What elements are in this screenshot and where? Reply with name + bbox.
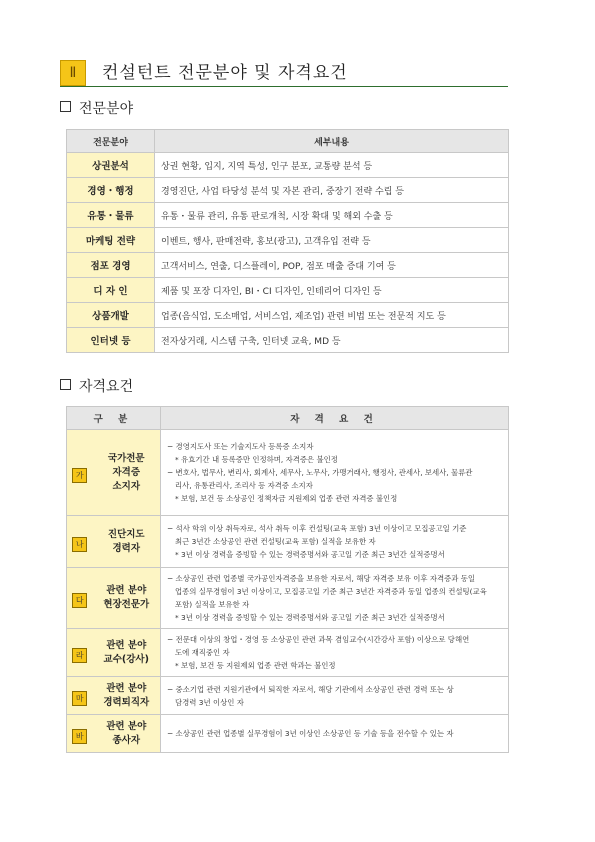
specialty-detail: 상권 현황, 입지, 지역 특성, 인구 분포, 교통량 분석 등 xyxy=(155,153,509,178)
qualification-category: 관련 분야 종사자 xyxy=(93,715,161,753)
specialty-table-header xyxy=(67,130,509,153)
qualification-requirement: − 경영지도사 또는 기술지도사 등록증 소지자 * 유효기간 내 등록증만 인정하며, 자격증은 불인정 − 변호사, 법무사, 변리사, 회계사, 세무사, 노무사, 가맹거래사, 행정사, 관세사, 보세사, 물류관 리사, 유통관리사, 조리사 등 자격증 소지자 * 보험, 보건 등 소상공인 정책자금 지원제외 업종 관련 자격증 불인정 xyxy=(161,430,509,516)
specialty-field: 점포 경영 xyxy=(67,253,155,278)
table-row xyxy=(67,153,509,178)
table-row xyxy=(67,253,509,278)
row-mark-badge: 나 xyxy=(72,537,87,552)
table-row xyxy=(67,677,509,715)
table-row xyxy=(67,203,509,228)
section-number-badge: Ⅱ xyxy=(60,60,86,86)
table-row xyxy=(67,516,509,568)
qualification-category: 관련 분야 경력퇴직자 xyxy=(93,677,161,715)
table-row xyxy=(67,278,509,303)
column-header-detail: 세부내용 xyxy=(155,130,509,153)
specialty-field: 상품개발 xyxy=(67,303,155,328)
specialty-detail: 유통・물류 관리, 유통 판로개척, 시장 확대 및 해외 수출 등 xyxy=(155,203,509,228)
specialty-detail: 경영진단, 사업 타당성 분석 및 자본 관리, 중장기 전략 수립 등 xyxy=(155,178,509,203)
specialty-detail: 제품 및 포장 디자인, BI・CI 디자인, 인테리어 디자인 등 xyxy=(155,278,509,303)
row-mark-badge: 가 xyxy=(72,468,87,483)
qualification-table-header xyxy=(67,407,509,430)
row-mark-badge: 마 xyxy=(72,691,87,706)
row-mark-badge: 바 xyxy=(72,729,87,744)
qualification-category: 진단지도 경력자 xyxy=(93,516,161,568)
specialty-detail: 고객서비스, 연출, 디스플레이, POP, 점포 매출 증대 기여 등 xyxy=(155,253,509,278)
qualification-category: 관련 분야 현장전문가 xyxy=(93,568,161,629)
section-header xyxy=(60,60,508,87)
table-row xyxy=(67,328,509,353)
table-row xyxy=(67,430,509,516)
specialty-detail: 전자상거래, 시스템 구축, 인터넷 교육, MD 등 xyxy=(155,328,509,353)
table-row xyxy=(67,629,509,677)
column-header-requirement: 자 격 요 건 xyxy=(161,407,509,430)
table-row xyxy=(67,303,509,328)
qualification-category: 관련 분야 교수(강사) xyxy=(93,629,161,677)
qualification-requirement: − 전문대 이상의 창업・경영 등 소상공인 관련 과목 겸임교수(시간강사 포함) 이상으로 당해연 도에 재직중인 자 * 보험, 보건 등 지원제외 업종 관련 학과는 불인정 xyxy=(161,629,509,677)
specialty-heading-text: 전문분야 xyxy=(79,101,134,117)
qualification-category: 국가전문 자격증 소지자 xyxy=(93,430,161,516)
checkbox-square-icon xyxy=(60,101,71,112)
qualification-requirement: − 소상공인 관련 업종별 실무경험이 3년 이상인 소상공인 등 기술 등을 전수할 수 있는 자 xyxy=(161,715,509,753)
checkbox-square-icon xyxy=(60,379,71,390)
row-mark-badge: 다 xyxy=(72,593,87,608)
specialty-detail: 업종(음식업, 도소매업, 서비스업, 제조업) 관련 비법 또는 전문적 지도 등 xyxy=(155,303,509,328)
table-row xyxy=(67,178,509,203)
qualification-requirement: − 소상공인 관련 업종별 국가공인자격증을 보유한 자로서, 해당 자격증 보유 이후 자격증과 동일 업종의 실무경험이 3년 이상이고, 모집공고일 기준 최근 3년간 자격증과 동일 업종의 컨설팅(교육 포함) 실적을 보유한 자 * 3년 이상 경력을 증빙할 수 있는 경력증명서와 공고일 기준 최근 3년간 실적증명서 xyxy=(161,568,509,629)
specialty-table xyxy=(66,129,509,353)
table-row xyxy=(67,228,509,253)
qualification-heading xyxy=(60,378,133,396)
specialty-field: 마케팅 전략 xyxy=(67,228,155,253)
qualification-table xyxy=(66,406,509,753)
column-header-category: 구 분 xyxy=(67,407,161,430)
specialty-heading xyxy=(60,100,133,118)
qualification-requirement: − 중소기업 관련 지원기관에서 퇴직한 자로서, 해당 기관에서 소상공인 관련 경력 또는 상 담경력 3년 이상인 자 xyxy=(161,677,509,715)
row-mark-badge: 라 xyxy=(72,648,87,663)
specialty-field: 인터넷 등 xyxy=(67,328,155,353)
specialty-field: 유통・물류 xyxy=(67,203,155,228)
column-header-field: 전문분야 xyxy=(67,130,155,153)
specialty-detail: 이벤트, 행사, 판매전략, 홍보(광고), 고객유입 전략 등 xyxy=(155,228,509,253)
qualification-heading-text: 자격요건 xyxy=(79,379,134,395)
qualification-requirement: − 석사 학위 이상 취득자로, 석사 취득 이후 컨설팅(교육 포함) 3년 이상이고 모집공고일 기준 최근 3년간 소상공인 관련 컨설팅(교육 포함) 실적을 보유한 자 * 3년 이상 경력을 증빙할 수 있는 경력증명서와 공고일 기준 최근 3년간 실적증명서 xyxy=(161,516,509,568)
table-row xyxy=(67,568,509,629)
table-row xyxy=(67,715,509,753)
specialty-field: 상권분석 xyxy=(67,153,155,178)
specialty-field: 경영・행정 xyxy=(67,178,155,203)
section-title: 컨설턴트 전문분야 및 자격요건 xyxy=(102,63,348,83)
specialty-field: 디 자 인 xyxy=(67,278,155,303)
